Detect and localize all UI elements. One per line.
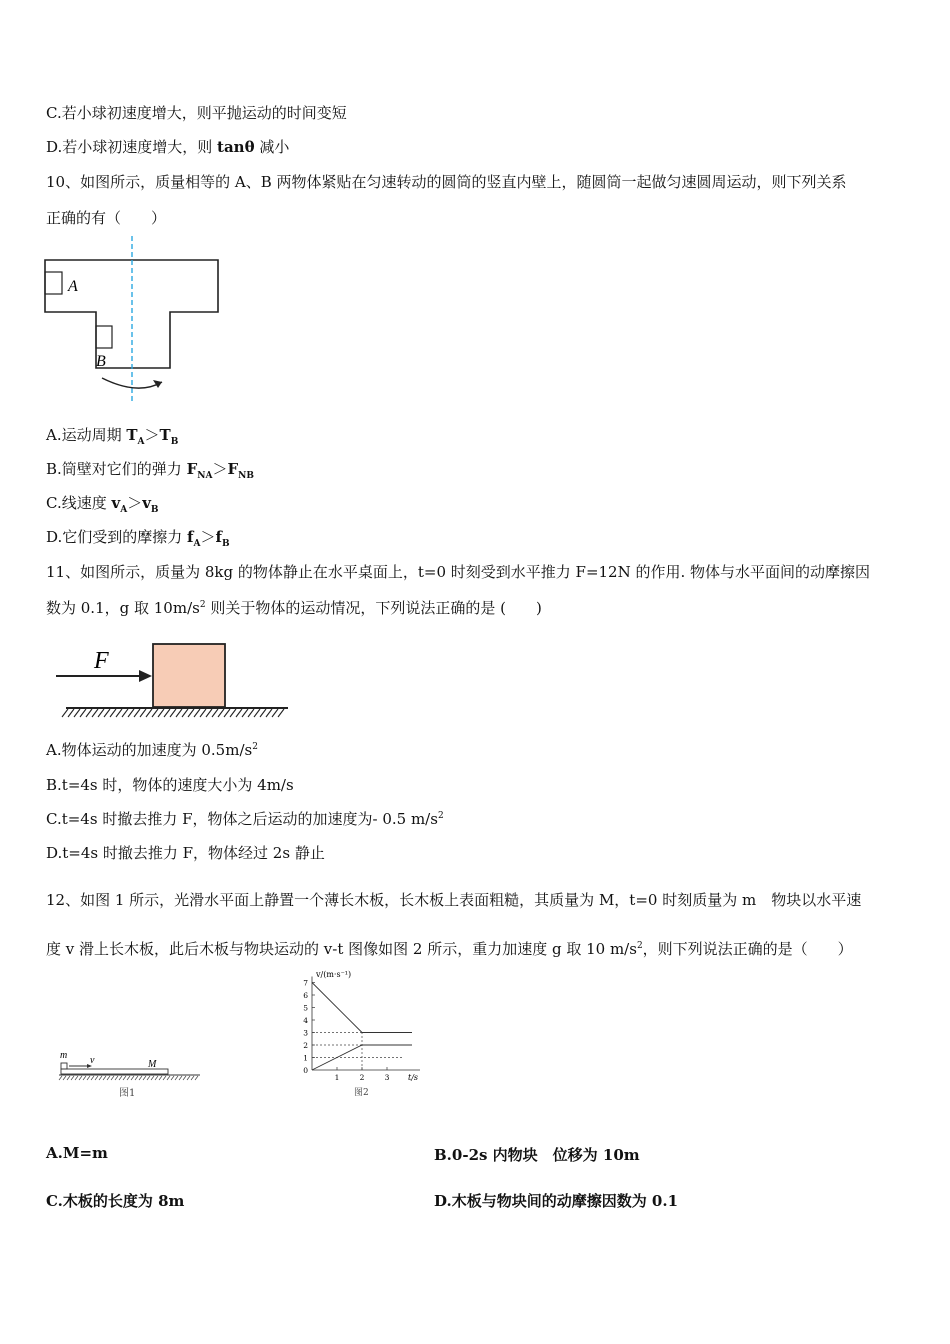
force-arrow-icon [139,670,152,682]
fig1-label-M: M [148,1059,157,1070]
block-a [45,272,62,294]
q10-option-b: B.筒壁对它们的弹力 $F_{NA}>F_{NB}$ [46,460,254,481]
fig1-label-m: m [60,1050,68,1061]
q10-option-c: C.线速度 $v_A>v_B$ [46,494,159,515]
q12-stem-line2: 度 v 滑上长木板，此后木板与物块运动的 v-t 图像如图 2 所示，重力加速度 g 取 10 $m/s^2$，则下列说法正确的是（ ） [46,940,853,958]
q12-option-a: A.M=m [46,1144,108,1162]
x-tick-label: 1 [334,1073,340,1082]
fig1-caption: 图1 [119,1088,136,1099]
q10-stem-line1: 10、如图所示，质量相等的 A、B 两物体紧贴在匀速转动的圆筒的竖直内壁上，随圆筒一起做匀速圆周运动，则下列关系 [46,173,847,191]
q11-stem-line2: 数为 0.1，g 取 $10m/s^2$ 则关于物体的运动情况，下列说法正确的是 ( ) [46,599,542,617]
y-tick-label: 7 [303,978,308,988]
q9-option-d: D.若小球初速度增大，则 tanθ 减小 [46,138,290,156]
rotation-arrow-icon [153,380,162,388]
q11-option-a: A.物体运动的加速度为 $0.5m/s^2$ [46,741,258,759]
q11-block-figure [52,640,292,722]
fig2-caption: 图2 [354,1088,369,1098]
y-tick-label: 4 [303,1016,308,1025]
q12-stem-line1: 12、如图 1 所示，光滑水平面上静置一个薄长木板，长木板上表面粗糙，其质量为 M，t=0 时刻质量为 m 物块以水平速 [46,891,862,909]
chart-xlabel: t/s [408,1073,419,1082]
q12-option-c: C.木板的长度为 8m [46,1192,185,1210]
q10-option-d: D.它们受到的摩擦力 $f_A>f_B$ [46,528,230,549]
y-tick-label: 2 [303,1041,308,1050]
y-tick-label: 6 [303,991,308,1000]
label-a: A [68,278,78,295]
y-tick-label: 5 [303,1003,308,1013]
q11-option-d: D.t=4s 时撤去推力 F，物体经过 2s 静止 [46,844,325,862]
q11-stem-line1: 11、如图所示，质量为 8kg 的物体静止在水平桌面上，t=0 时刻受到水平推力 F=12N 的作用. 物体与水平面间的动摩擦因 [46,563,871,581]
q12-option-b: B.0-2s 内物块 位移为 10m [434,1146,640,1164]
q10-option-a: A.运动周期 $T_A>T_B$ [46,426,179,447]
q12-option-d: D.木板与物块间的动摩擦因数为 0.1 [434,1192,679,1210]
q9-option-c: C.若小球初速度增大，则平抛运动的时间变短 [46,104,347,122]
q11-option-c: C.t=4s 时撤去推力 F，物体之后运动的加速度为- 0.5 $m/s^2$ [46,810,444,828]
chart-ylabel: v/(m·s⁻¹) [316,970,352,979]
small-block-m [61,1063,67,1069]
y-tick-label: 3 [303,1028,308,1038]
force-label: F [94,648,109,674]
y-tick-label: 1 [303,1053,308,1063]
q12-figure-1 [56,1046,206,1102]
x-tick-label: 3 [384,1073,390,1082]
label-b: B [96,353,106,370]
x-tick-label: 2 [359,1073,365,1082]
fig1-label-v: v [90,1055,95,1066]
q11-option-b: B.t=4s 时，物体的速度大小为 4m/s [46,776,294,794]
block-b [96,326,112,348]
series-line-1 [312,983,412,1033]
math-tan-theta: tanθ [217,138,255,156]
q10-cylinder-figure [40,234,230,404]
y-tick-label: 0 [303,1066,308,1075]
block [153,644,225,707]
q10-stem-line2: 正确的有（ ） [46,209,167,227]
q12-vt-chart [296,966,426,1102]
